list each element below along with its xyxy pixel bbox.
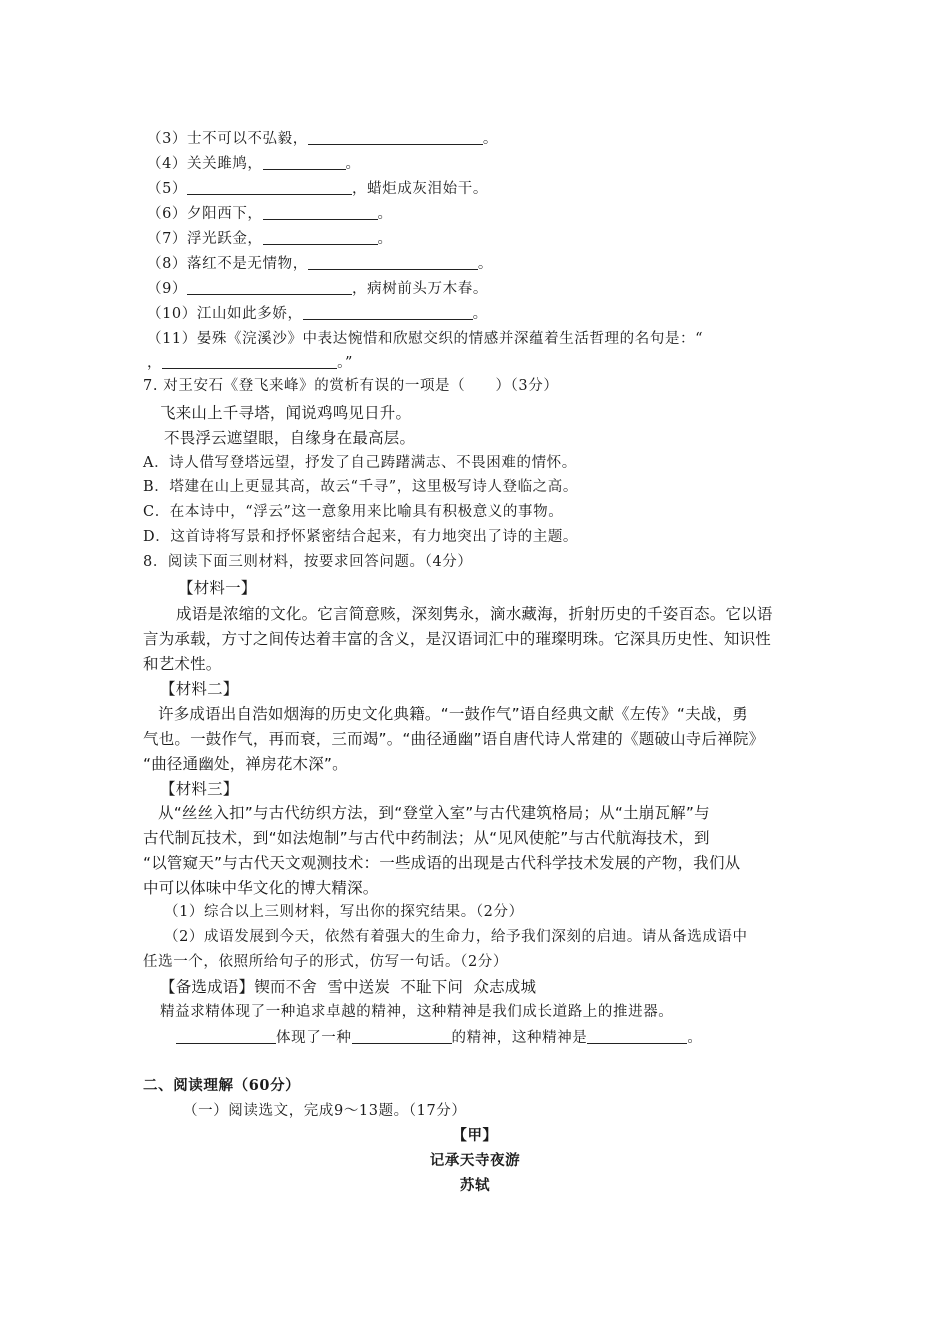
option-b[interactable]: B．塔建在山上更显其高，故云“千寻”，这里极写诗人登临之高。 [143, 479, 578, 495]
material-3-line: “以管窥天”与古代天文观测技术：一些成语的出现是古代科学技术发展的产物，我们从 [143, 854, 741, 872]
passage-author: 苏轼 [459, 1177, 491, 1194]
template-text: 的精神，这种精神是 [451, 1030, 588, 1046]
question-7-stem: 7. 对王安石《登飞来峰》的赏析有误的一项是（ ）（3分） [143, 378, 559, 394]
section-2-subtitle: （一）阅读选文，完成9～13题。（17分） [183, 1103, 467, 1119]
question-text: 。 [482, 131, 498, 147]
material-1-line: 成语是浓缩的文化。它言简意赅，深刻隽永，滴水藏海，折射历史的千姿百态。它以语 [176, 605, 773, 623]
question-6-10 [147, 302, 488, 323]
question-6-4 [147, 152, 361, 173]
question-text: （3）士不可以不弘毅， [147, 131, 308, 147]
question-text: 。 [472, 306, 488, 322]
candidates-label: 【备选成语】 [160, 978, 255, 996]
answer-blank[interactable] [263, 204, 378, 220]
material-2-line: 气也。一鼓作气，再而衰，三而竭”。“曲径通幽”语自唐代诗人常建的《题破山寺后禅院》 [143, 730, 765, 748]
sub-question-1: （1）综合以上三则材料，写出你的探究结果。（2分） [164, 904, 524, 920]
template-text: 。 [687, 1030, 703, 1046]
material-2-line: 许多成语出自浩如烟海的历史文化典籍。“一鼓作气”语自经典文献《左传》“夫战，勇 [158, 705, 748, 723]
answer-blank[interactable] [263, 154, 346, 170]
answer-blank[interactable] [162, 353, 337, 369]
answer-blank[interactable] [303, 304, 473, 320]
question-6-3 [147, 127, 498, 148]
option-c[interactable]: C．在本诗中，“浮云”这一意象用来比喻具有积极意义的事物。 [143, 504, 564, 520]
question-6-6 [147, 202, 393, 223]
option-a[interactable]: A．诗人借写登塔远望，抒发了自己踌躇满志、不畏困难的情怀。 [143, 455, 577, 471]
material-3-title: 【材料三】 [160, 780, 239, 798]
question-text: （5） [147, 181, 188, 197]
question-text: 。” [337, 355, 353, 371]
material-1-title: 【材料一】 [178, 579, 257, 597]
answer-blank[interactable] [263, 229, 378, 245]
answer-blank[interactable] [587, 1028, 687, 1044]
example-sentence: 精益求精体现了一种追求卓越的精神，这种精神是我们成长道路上的推进器。 [160, 1004, 674, 1020]
question-text: （6）夕阳西下， [147, 206, 263, 222]
sub-question-2-line2: 任选一个，依照所给句子的形式，仿写一句话。（2分） [143, 954, 508, 970]
question-6-5 [147, 177, 488, 198]
question-6-7 [147, 227, 393, 248]
candidate-idioms [160, 975, 536, 997]
answer-blank[interactable] [308, 129, 483, 145]
candidates-list: 锲而不舍 雪中送炭 不耻下问 众志成城 [254, 978, 537, 996]
question-text: 。 [345, 156, 361, 172]
option-d[interactable]: D．这首诗将写景和抒怀紧密结合起来，有力地突出了诗的主题。 [143, 529, 579, 545]
question-text: 。 [377, 231, 393, 247]
template-text: 体现了一种 [276, 1030, 352, 1046]
passage-title: 记承天寺夜游 [429, 1152, 521, 1169]
question-8-stem: 8．阅读下面三则材料，按要求回答问题。（4分） [143, 554, 473, 570]
question-text: （10）江山如此多娇， [147, 306, 303, 322]
question-6-9 [147, 277, 488, 298]
question-text: ， [147, 355, 163, 371]
imitation-template [176, 1026, 703, 1047]
question-text: 。 [377, 206, 393, 222]
material-2-line: “曲径通幽处，禅房花木深”。 [143, 755, 348, 773]
material-1-line: 言为承载，方寸之间传达着丰富的含义，是汉语词汇中的璀璨明珠。它深具历史性、知识性 [143, 630, 772, 648]
answer-blank[interactable] [176, 1028, 276, 1044]
question-6-11-line1: （11）晏殊《浣溪沙》中表达惋惜和欣慰交织的情感并深蕴着生活哲理的名句是：“ [147, 331, 704, 347]
question-text: 。 [477, 256, 493, 272]
material-3-line: 中可以体味中华文化的博大精深。 [143, 879, 379, 897]
answer-blank[interactable] [187, 279, 352, 295]
poem-line-1: 飞来山上千寻塔，闻说鸡鸣见日升。 [160, 404, 412, 422]
question-6-8 [147, 252, 493, 273]
question-6-11-line2 [147, 351, 353, 372]
question-text: （4）关关雎鸠， [147, 156, 263, 172]
question-text: （9） [147, 281, 188, 297]
passage-label: 【甲】 [452, 1127, 498, 1144]
material-3-line: 从“丝丝入扣”与古代纺织方法，到“登堂入室”与古代建筑格局；从“土崩瓦解”与 [158, 804, 710, 822]
question-text: ，蜡炬成灰泪始干。 [352, 181, 488, 197]
material-2-title: 【材料二】 [160, 680, 239, 698]
material-3-line: 古代制瓦技术，到“如法炮制”与古代中药制法；从“见风使舵”与古代航海技术，到 [143, 829, 710, 847]
answer-blank[interactable] [308, 254, 478, 270]
answer-blank[interactable] [187, 179, 352, 195]
section-2-title: 二、阅读理解（60分） [143, 1077, 301, 1094]
question-text: （7）浮光跃金， [147, 231, 263, 247]
sub-question-2-line1: （2）成语发展到今天，依然有着强大的生命力，给予我们深刻的启迪。请从备选成语中 [164, 929, 748, 945]
answer-blank[interactable] [352, 1028, 452, 1044]
question-text: ，病树前头万木春。 [352, 281, 488, 297]
poem-line-2: 不畏浮云遮望眼，自缘身在最高层。 [164, 429, 416, 447]
question-text: （8）落红不是无情物， [147, 256, 308, 272]
material-1-line: 和艺术性。 [143, 655, 222, 673]
